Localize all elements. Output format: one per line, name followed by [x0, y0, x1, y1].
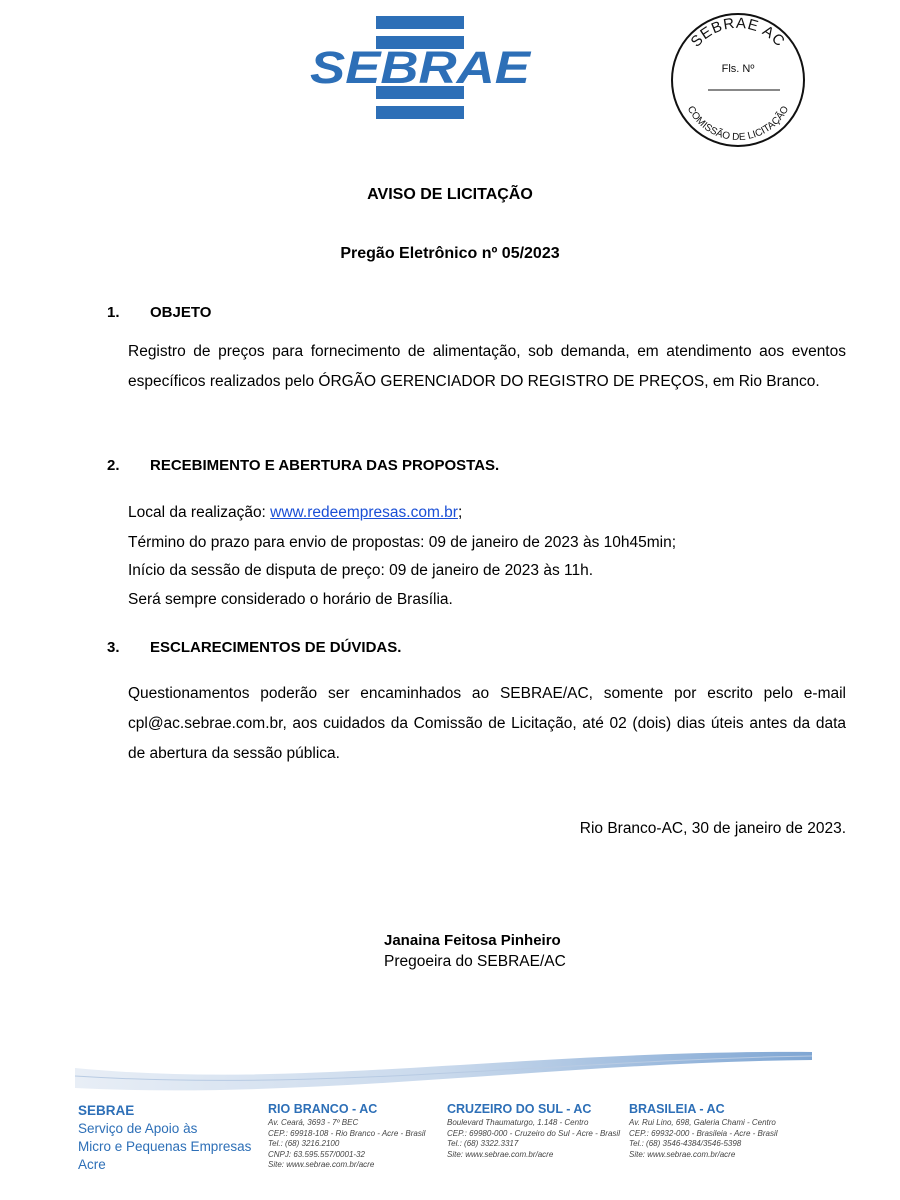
office-line: Av. Ceará, 3693 - 7º BEC — [268, 1118, 359, 1127]
office-line: Site: www.sebrae.com.br/acre — [447, 1149, 554, 1159]
local-line — [128, 504, 462, 522]
local-label: Local da realização: — [128, 504, 271, 521]
section-number: 1. — [107, 304, 120, 321]
protocol-stamp — [668, 10, 808, 150]
office-heading: BRASILEIA - AC — [629, 1102, 725, 1116]
office-line: Tel.: (68) 3546-4384/3546-5398 — [629, 1139, 742, 1148]
sebrae-logo — [308, 16, 533, 120]
footer-office-rio-branco — [268, 1102, 425, 1171]
stamp-center-text: Fls. Nº — [721, 63, 755, 75]
section-number: 3. — [107, 639, 120, 656]
redeempresas-link[interactable]: www.redeempresas.com.br — [270, 504, 458, 521]
section-title-objeto: OBJETO — [150, 304, 212, 321]
office-line: Boulevard Thaumaturgo, 1.148 - Centro — [447, 1118, 589, 1127]
signer-name: Janaina Feitosa Pinheiro — [384, 932, 561, 949]
office-line: Av. Rui Lino, 698, Galeria Chami - Centro — [629, 1118, 776, 1127]
timezone-line: Será sempre considerado o horário de Brasília. — [128, 591, 453, 608]
logo-text: SEBRAE — [310, 42, 533, 93]
footer-office-cruzeiro-do-sul — [447, 1102, 620, 1160]
section-title-duvidas: ESCLARECIMENTOS DE DÚVIDAS. — [150, 639, 402, 656]
deadline-line: Término do prazo para envio de propostas: 09 de janeiro de 2023 às 10h45min; — [128, 534, 677, 551]
section-objeto-text: Registro de preços para fornecimento de alimentação, sob demanda, em atendimento aos eventos específicos realizados pelo ÓRGÃO GERENCIADOR DO REGISTRO DE PREÇOS, em Rio Branco. — [128, 343, 846, 390]
stamp-top-text: SEBRAE AC — [687, 14, 789, 51]
office-line: CNPJ: 63.595.557/0001-32 — [268, 1149, 365, 1159]
signer-role: Pregoeira do SEBRAE/AC — [384, 953, 566, 970]
stamp-bottom-text: COMISSÃO DE LICITAÇÃO — [684, 104, 792, 144]
svg-text:COMISSÃO DE LICITAÇÃO — [685, 104, 792, 143]
office-line: CEP.: 69932-000 - Brasileia - Acre - Brasil — [629, 1128, 778, 1138]
footer-brand-line: Serviço de Apoio às — [78, 1121, 198, 1136]
office-line: Site: www.sebrae.com.br/acre — [629, 1149, 736, 1159]
footer-brand-line: Acre — [78, 1157, 106, 1172]
section-number: 2. — [107, 457, 120, 474]
svg-text:SEBRAE AC — [688, 15, 789, 51]
footer-brand — [78, 1102, 251, 1174]
office-line: Site: www.sebrae.com.br/acre — [268, 1160, 375, 1169]
footer-wave — [0, 1030, 900, 1100]
place-date: Rio Branco-AC, 30 de janeiro de 2023. — [579, 820, 846, 837]
section-title-propostas: RECEBIMENTO E ABERTURA DAS PROPOSTAS. — [150, 457, 500, 474]
office-line: Tel.: (68) 3322.3317 — [447, 1139, 519, 1148]
footer-brand-name: SEBRAE — [78, 1103, 135, 1118]
document-subtitle: Pregão Eletrônico nº 05/2023 — [340, 245, 560, 262]
office-heading: CRUZEIRO DO SUL - AC — [447, 1102, 592, 1116]
document-title: AVISO DE LICITAÇÃO — [367, 186, 533, 203]
session-start-line: Início da sessão de disputa de preço: 09 de janeiro de 2023 às 11h. — [128, 562, 594, 579]
office-line: CEP.: 69918-108 - Rio Branco - Acre - Brasil — [268, 1128, 426, 1138]
office-heading: RIO BRANCO - AC — [268, 1102, 378, 1116]
section-duvidas-text: Questionamentos poderão ser encaminhados ao SEBRAE/AC, somente por escrito pelo e-mail cpl@ac.sebrae.com.br, aos cuidados da Comissão de Licitação, até 02 (dois) dias úteis antes da data de abertura da sessão pública. — [128, 685, 846, 762]
footer-brand-line: Micro e Pequenas Empresas — [78, 1139, 252, 1154]
office-line: Tel.: (68) 3216.2100 — [268, 1139, 340, 1148]
office-line: CEP.: 69980-000 - Cruzeiro do Sul - Acre - Brasil — [447, 1128, 620, 1138]
footer-office-brasileia — [629, 1102, 778, 1160]
local-suffix: ; — [457, 504, 463, 521]
